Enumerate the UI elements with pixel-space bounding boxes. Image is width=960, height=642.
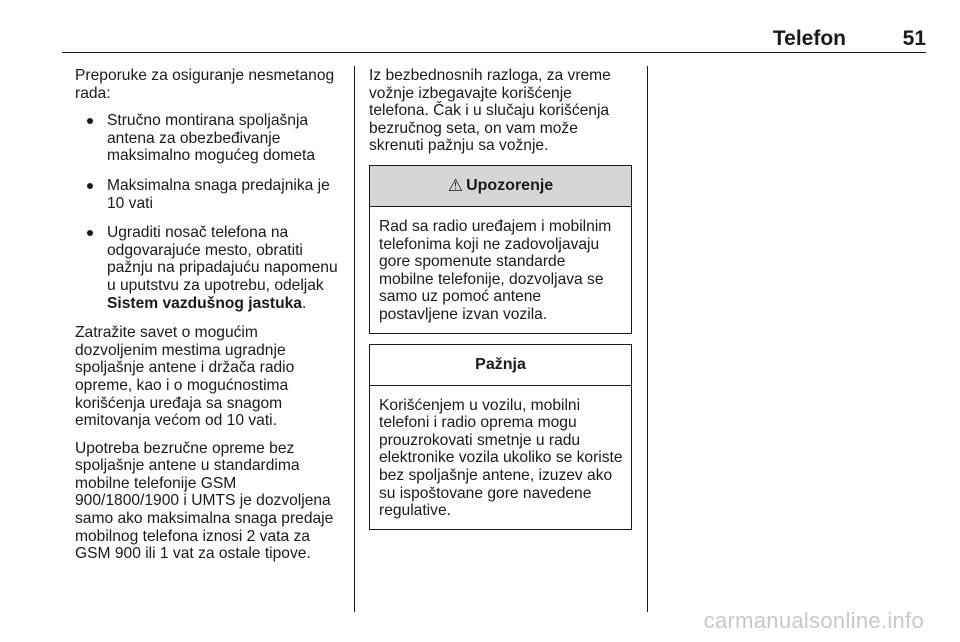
section-title: Telefon: [772, 27, 846, 50]
header-rule: [62, 52, 926, 54]
page-header: [62, 20, 926, 53]
intro-paragraph: Preporuke za osiguranje nesmetanog rada:: [75, 67, 335, 102]
advice-paragraph: Zatražite savet o mogućim dozvoljenim mestima ugradnje spoljašnje antene i držača radio opreme, kao i o mogućnostima korišćenja uređaja sa snagom emitovanja većom od 10 vati.: [75, 324, 295, 430]
safety-paragraph: Iz bezbednosnih razloga, za vreme vožnje izbegavajte korišćenje telefona. Čak i u slučaju korišćenja bezručnog seta, on vam može skrenuti pažnju sa vožnje.: [369, 67, 611, 155]
caution-box-header: [370, 345, 631, 386]
list-item-text: Stručno montirana spoljašnja antena za obezbeđivanje maksimalno mogućeg dometa: [107, 112, 316, 165]
column-divider-right: [647, 66, 648, 612]
bullet-icon: [87, 118, 93, 124]
page-number: 51: [902, 27, 926, 50]
column-divider-left: [354, 66, 355, 612]
usage-paragraph: Upotreba bezručne opreme bez spoljašnje antene u standardima mobilne telefonije GSM 900/1800/1900 i UMTS je dozvoljena samo ako maksimalna snaga predaje mobilnog telefona iznosi 2 vata za GSM 900 ili 1 vat za ostale tipove.: [75, 439, 334, 563]
right-column: [369, 67, 632, 540]
list-item-text-end: .: [301, 294, 307, 312]
list-item-text: Ugraditi nosač telefona na odgovarajuće mesto, obratiti pažnju na pripadajuću napomenu u uputstvu za upotrebu, odeljak: [107, 224, 338, 294]
warning-box-header: [370, 166, 631, 207]
caution-box: [369, 344, 632, 530]
bullet-icon: [87, 183, 93, 189]
caution-box-title: Pažnja: [475, 355, 526, 373]
left-column: [75, 67, 341, 573]
recommendation-list: [75, 112, 341, 312]
list-item-text: Maksimalna snaga predajnika je 10 vati: [107, 176, 330, 212]
warning-box-body: Rad sa radio uređajem i mobilnim telefonima koji ne zadovoljavaju gore spomenute standarde mobilne telefonije, dozvoljava se samo uz pomoć antene postavljene izvan vozila.: [379, 217, 612, 323]
warning-box: [369, 165, 632, 334]
bullet-icon: [87, 230, 93, 236]
warning-triangle-icon: ⚠: [447, 176, 464, 196]
caution-box-body: Korišćenjem u vozilu, mobilni telefoni i radio oprema mogu prouzrokovati smetnje u radu elektronike vozila ukoliko se koriste bez spoljašnje antene, izuzev ako su ispoštovane gore navedene regulative.: [379, 396, 623, 520]
warning-box-title: Upozorenje: [466, 177, 554, 195]
list-item: [75, 112, 341, 165]
airbag-section-link[interactable]: Sistem vazdušnog jastuka: [107, 294, 302, 312]
list-item: [75, 224, 341, 312]
watermark: carmanualsonline.info: [703, 608, 924, 633]
list-item: [75, 177, 341, 212]
